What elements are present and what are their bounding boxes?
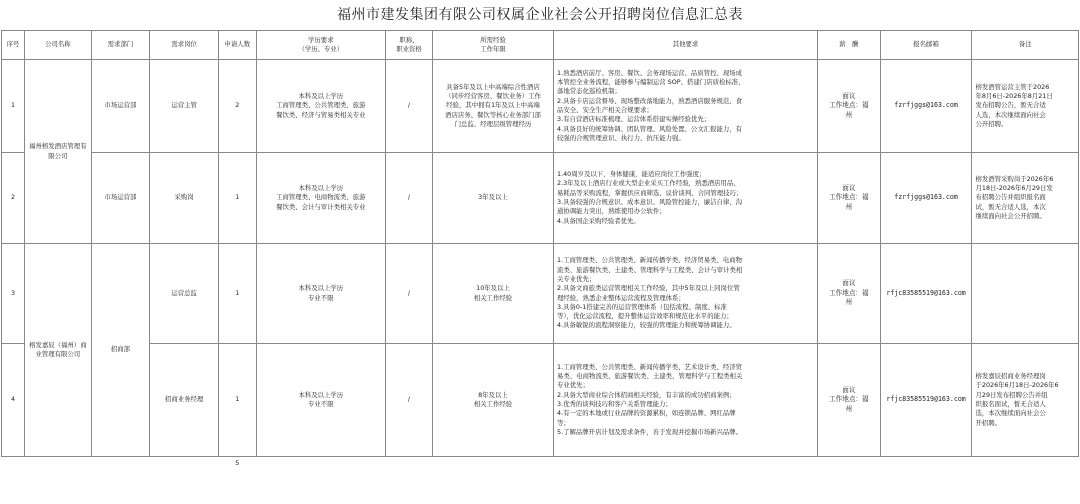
cell-dept: 市场运营部: [91, 60, 149, 153]
cell-experience: [432, 153, 553, 244]
text-line: 布招聘公告并组织报名面: [975, 193, 1046, 202]
header-company: 公司名称: [24, 31, 91, 60]
text-line: 餐饮类、会计与审计类相关专业: [276, 202, 366, 211]
text-line: 易耗品等采购流程，掌握供应商筛选、议价谈判、合同管理技巧；: [557, 188, 743, 197]
text-line: 本科及以上学历: [298, 184, 344, 193]
text-line: 1.40周岁及以下，身体健康，能适应岗位工作强度；: [557, 170, 706, 179]
text-line: 工商管理类、公共管理类、旅游: [276, 101, 366, 110]
cell-no: 3: [2, 244, 25, 344]
header-count: 申请人数: [219, 31, 257, 60]
text-line: 10年及以上: [476, 284, 510, 293]
text-line: 相关工作经验: [473, 400, 513, 408]
text-line: 2.3年及以上酒店行业或大型企业采买工作经验，熟悉酒店用品、: [557, 179, 740, 188]
cell-other-requirements: [554, 244, 818, 344]
cell-qualification: /: [386, 344, 433, 457]
text-line: 8年及以上: [478, 390, 508, 399]
text-line: 州: [845, 202, 853, 211]
cell-qualification: /: [386, 60, 433, 153]
header-other: 其他要求: [554, 31, 818, 60]
cell-no: 1: [2, 60, 25, 153]
text-line: 开招聘。: [975, 418, 1002, 427]
text-line: （同步经营客房、餐饮业务）工作: [445, 92, 541, 101]
text-line: 关专业优先；: [557, 274, 596, 283]
cell-education: [256, 60, 385, 153]
text-line: 落地常态化巡检机制；: [557, 87, 621, 96]
text-line: 本管控全业务流程，能够参与编制运营 SOP、搭建门店质检标准、: [557, 78, 745, 87]
header-salary: 薪 酬: [818, 31, 881, 60]
text-line: 3.具备较强的合规意识、成本意识、风险管控能力，廉洁自律，沟: [557, 198, 743, 206]
recruitment-table: [1, 30, 1079, 471]
text-line: 4.具备国企采购经验者优先。: [557, 216, 640, 225]
text-line: 本科及以上学历: [298, 390, 344, 399]
cell-count: 1: [219, 344, 257, 457]
text-line: 3.具备0-1搭建完善的运营管理体系（包括流程、制度、标准: [557, 302, 727, 311]
text-line: 理经验，熟悉企业整体运营流程及管理体系；: [557, 293, 685, 302]
text-line: 易类、电商物流类、旅游餐饮类、土建类、管理科学与工程类相关: [557, 372, 743, 381]
text-line: 4.具备敏锐的流程洞察能力，较强的管理能力和统筹协调能力。: [557, 321, 736, 330]
cell-count: 1: [219, 244, 257, 344]
text-line: 州: [845, 404, 853, 413]
total-row: [2, 457, 1079, 472]
cell-other-requirements: [554, 153, 818, 244]
cell-no: 4: [2, 344, 25, 457]
text-line: 4.具备良好的统筹协调、团队管理、风险处置、公文汇报能力，有: [557, 124, 743, 133]
text-line: 人选，本次继续面向社会: [975, 110, 1046, 119]
header-row: [2, 31, 1079, 60]
cell-email: rfjc83585519@163.com: [880, 244, 972, 344]
header-no: 序号: [2, 31, 25, 60]
text-line: 3.有自营酒店标准梳理、运营体系搭建实操经验优先；: [557, 115, 711, 124]
cell-note: [972, 60, 1079, 153]
cell-experience: [432, 244, 553, 344]
cell-count: 2: [219, 60, 257, 153]
text-line: 继续面向社会公开招聘。: [975, 211, 1046, 220]
text-line: 织报名面试，暂无合适人: [975, 400, 1046, 408]
text-line: 选，本次继续面向社会公: [975, 409, 1046, 418]
text-line: 酒店店务、餐饮等核心业务部门部: [445, 110, 541, 119]
cell-email: rfjc83585519@163.com: [880, 344, 972, 457]
header-qualification: 职称、 职业资格: [386, 31, 433, 60]
cell-education: [256, 344, 385, 457]
header-position: 需求岗位: [150, 31, 219, 60]
page-title: 福州市建发集团有限公司权属企业社会公开招聘岗位信息汇总表: [337, 7, 743, 23]
cell-position: 招商业务经理: [150, 344, 219, 457]
text-line: 1.工商管理类、公共管理类、新闻传播学类、经济贸易类、电商物: [557, 256, 743, 265]
text-line: 月18日-2026年6月29日发: [975, 184, 1053, 193]
cell-note: [972, 344, 1079, 457]
text-line: 5.了解品牌开店计划及需求条件，善于发现并挖掘市场新兴品牌。: [557, 427, 743, 436]
text-line: 榕发酒管运营主管于2026: [975, 82, 1050, 91]
text-line: 品安全、安全生产相关合规要求；: [557, 106, 653, 114]
text-line: 2.具备卡店运营督导、现场整改落地能力，熟悉酒店服务规范、食: [557, 96, 743, 105]
text-line: 工作地点：福: [829, 193, 869, 202]
cell-email: fzrfjggs@163.com: [880, 60, 972, 153]
cell-position: 采购岗: [150, 153, 219, 244]
text-line: 专业不限: [308, 293, 334, 302]
text-line: 工作地点：福: [829, 395, 869, 404]
cell-salary: [818, 344, 881, 457]
cell-company: 福州榕发酒店管理有限公司: [24, 60, 91, 244]
text-line: 专业不限: [308, 400, 334, 408]
text-line: 发布招聘公告，暂无合适: [975, 101, 1046, 110]
cell-other-requirements: [554, 344, 818, 457]
cell-salary: [818, 153, 881, 244]
text-line: 1.熟悉酒店前厅、客房、餐饮、会务现场运营、品质管控、现场成: [557, 68, 743, 77]
cell-salary: [818, 60, 881, 153]
text-line: 流类、旅游餐饮类、土建类、管理科学与工程类、会计与审计类相: [557, 265, 743, 274]
table-row: [2, 344, 1079, 457]
header-dept: 需求部门: [91, 31, 149, 60]
text-line: 等；: [557, 418, 570, 427]
cell-email: fzrfjggs@163.com: [880, 153, 972, 244]
header-education: 学历要求 （学历、专业）: [256, 31, 385, 60]
text-line: 工作地点：福: [829, 288, 869, 297]
cell-position: 运营主管: [150, 60, 219, 153]
text-line: 州: [845, 110, 853, 119]
text-line: 榕发酒管采购岗于2026年6: [975, 174, 1054, 183]
text-line: 相关工作经验: [473, 293, 513, 302]
cell-experience: [432, 344, 553, 457]
text-line: 本科及以上学历: [298, 92, 344, 101]
table-row: [2, 60, 1079, 153]
header-experience: 所需经验 工作年限: [432, 31, 553, 60]
text-line: 年8月6日-2026年8月21日: [975, 92, 1053, 101]
cell-experience: [432, 60, 553, 153]
header-email: 报名邮箱: [880, 31, 972, 60]
text-line: 3年及以上: [478, 193, 508, 202]
text-line: 1.工商管理类、公共管理类、新闻传播学类、艺术设计类、经济贸: [557, 362, 743, 371]
text-line: 通协调能力突出，熟练使用办公软件；: [557, 207, 666, 216]
cell-education: [256, 153, 385, 244]
cell-total-count: 5: [235, 459, 240, 468]
header-note: 备注: [972, 31, 1079, 60]
cell-other-requirements: [554, 60, 818, 153]
text-line: 工作地点：福: [829, 101, 869, 110]
cell-company: 榕发嘉辰（福州）商业管理有限公司: [24, 244, 91, 457]
cell-count: 1: [219, 153, 257, 244]
text-line: 2.具备大型商业综合体招商相关经验，有丰富的成功招商案例；: [557, 390, 736, 399]
text-line: 4.有一定的本地或行业品牌的资源累积，如连锁品牌、网红品牌: [557, 409, 736, 418]
text-line: 餐饮类、经济与贸易类相关专业: [276, 110, 366, 119]
cell-dept: 市场运营部: [91, 153, 149, 244]
cell-qualification: /: [386, 244, 433, 344]
text-line: 工商管理类、电商物流类、旅游: [276, 193, 366, 202]
text-line: 面议: [842, 385, 856, 394]
cell-note: [972, 153, 1079, 244]
text-line: 专业优先；: [557, 381, 589, 390]
text-line: 面议: [842, 91, 856, 100]
cell-note: [972, 244, 1079, 344]
text-line: 门总监、经理层级管理经历: [454, 119, 532, 128]
text-line: 具备5年及以上中高端综合性酒店: [446, 82, 540, 91]
text-line: 3.优秀的谈判技巧和客户关系管理能力；: [557, 400, 672, 408]
text-line: 试，暂无合适人选，本次: [975, 202, 1046, 211]
text-line: 面议: [842, 183, 856, 192]
text-line: 本科及以上学历: [298, 284, 344, 293]
text-line: 月29日发布招聘公告并组: [975, 390, 1048, 399]
cell-education: [256, 244, 385, 344]
text-line: 于2026年6月18日-2026年6: [975, 381, 1059, 390]
table-row: [2, 153, 1079, 244]
table-row: [2, 244, 1079, 344]
cell-dept: 招商部: [91, 244, 149, 457]
cell-qualification: /: [386, 153, 433, 244]
text-line: 经验，其中拥有1年及以上中高端: [446, 101, 540, 110]
cell-salary: [818, 244, 881, 344]
text-line: 州: [845, 298, 853, 307]
cell-no: 2: [2, 153, 25, 244]
text-line: 面议: [842, 279, 856, 288]
text-line: 榕发嘉辰招商业务经理岗: [975, 372, 1046, 381]
text-line: 等），优化运营流程，提升整体运营效率和规范化水平的能力；: [557, 312, 733, 321]
text-line: 较强的合规管理意识、执行力、抗压能力强。: [557, 133, 685, 142]
text-line: 2.具备文商旅类运营管理相关工作经验，其中5年及以上同岗位管: [557, 284, 740, 293]
cell-position: 运营总监: [150, 244, 219, 344]
text-line: 公开招聘。: [975, 119, 1008, 128]
